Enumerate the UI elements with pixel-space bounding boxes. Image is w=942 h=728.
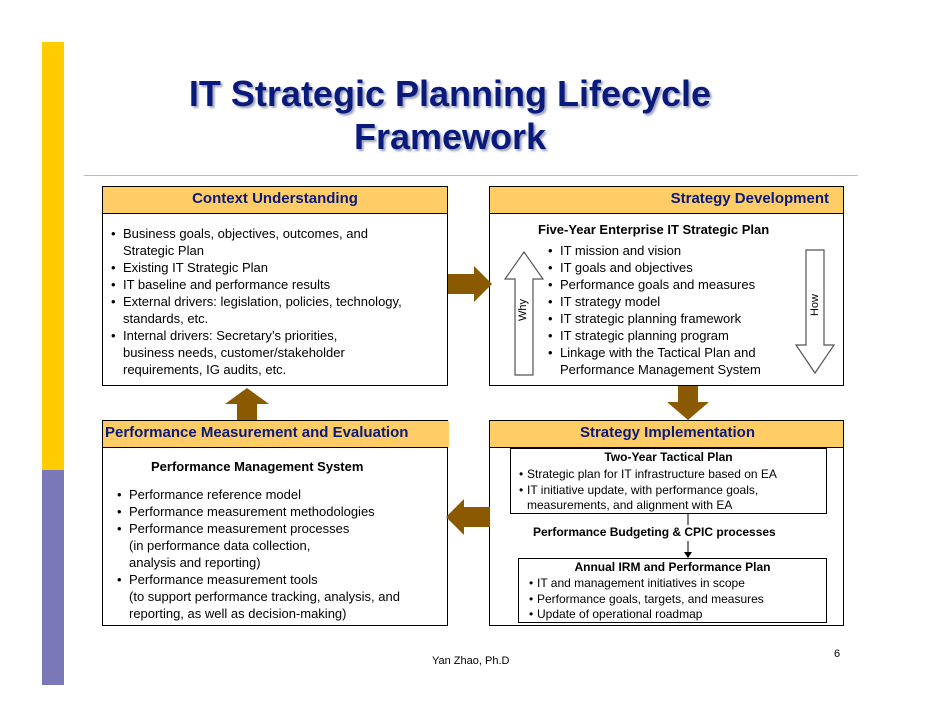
- context-understanding-box: [102, 186, 448, 386]
- list-item: • Performance reference model: [117, 486, 400, 503]
- tactical-plan-title: Two-Year Tactical Plan: [604, 450, 733, 464]
- title-divider: [84, 175, 858, 176]
- how-label: How: [809, 294, 821, 317]
- list-item: • External drivers: legislation, policies, technology, standards, etc.: [111, 293, 402, 327]
- context-bullet-list: [111, 225, 402, 378]
- performance-measurement-box: [102, 420, 448, 626]
- budgeting-label: Performance Budgeting & CPIC processes: [530, 525, 779, 541]
- list-item: • Existing IT Strategic Plan: [111, 259, 402, 276]
- strategy-implementation-header: Strategy Implementation: [490, 421, 843, 447]
- list-item: • Update of operational roadmap: [529, 607, 764, 623]
- strategy-development-box: [489, 186, 844, 386]
- annual-bullet-list: [529, 576, 764, 623]
- list-item: • Internal drivers: Secretary’s priorities, business needs, customer/stakeholder requirements, IG audits, etc.: [111, 327, 402, 378]
- footer-author: Yan Zhao, Ph.D: [432, 655, 510, 667]
- list-item: • Performance measurement processes (in performance data collection, analysis and reporting): [117, 520, 400, 571]
- header-divider: [103, 213, 447, 214]
- performance-bullet-list: [117, 486, 400, 622]
- list-item: • IT initiative update, with performance goals, measurements, and alignment with EA: [519, 483, 777, 514]
- annual-plan-title: Annual IRM and Performance Plan: [574, 560, 771, 574]
- strategy-development-header: Strategy Development: [490, 187, 843, 213]
- accent-bar-yellow: [42, 42, 64, 470]
- list-item: • IT strategy model: [548, 293, 761, 310]
- tactical-bullet-list: [519, 467, 777, 514]
- list-item: • IT baseline and performance results: [111, 276, 402, 293]
- strategy-implementation-box: [489, 420, 844, 626]
- list-item: • Linkage with the Tactical Plan and Performance Management System: [548, 344, 761, 378]
- list-item: • IT mission and vision: [548, 242, 761, 259]
- tactical-plan-box: [510, 448, 827, 514]
- up-flow-arrow-icon: [225, 388, 269, 420]
- header-divider: [103, 447, 447, 448]
- list-item: • Performance goals, targets, and measures: [529, 592, 764, 608]
- why-label: Why: [517, 299, 529, 321]
- strategy-development-bullet-list: [548, 242, 761, 378]
- list-item: • IT strategic planning framework: [548, 310, 761, 327]
- header-divider: [490, 213, 843, 214]
- page-number: 6: [834, 648, 841, 660]
- list-item: • Performance goals and measures: [548, 276, 761, 293]
- list-item: • Strategic plan for IT infrastructure based on EA: [519, 467, 777, 483]
- list-item: • IT goals and objectives: [548, 259, 761, 276]
- accent-bar-purple: [42, 470, 64, 685]
- list-item: • Performance measurement methodologies: [117, 503, 400, 520]
- down-flow-arrow-icon: [667, 386, 709, 420]
- performance-measurement-header: Performance Measurement and Evaluation: [103, 421, 449, 447]
- right-flow-arrow-icon: [448, 266, 492, 302]
- slide-title: IT Strategic Planning Lifecycle Framework: [188, 73, 712, 157]
- list-item: • Performance measurement tools (to support performance tracking, analysis, and reporting, as well as decision-making): [117, 571, 400, 622]
- left-flow-arrow-icon: [446, 499, 490, 535]
- annual-plan-box: [518, 558, 827, 623]
- list-item: • IT strategic planning program: [548, 327, 761, 344]
- list-item: • IT and management initiatives in scope: [529, 576, 764, 592]
- performance-management-subtitle: Performance Management System: [151, 459, 364, 474]
- list-item: • Business goals, objectives, outcomes, and Strategic Plan: [111, 225, 402, 259]
- strategy-development-subtitle: Five-Year Enterprise IT Strategic Plan: [538, 222, 770, 237]
- context-understanding-header: Context Understanding: [103, 187, 447, 213]
